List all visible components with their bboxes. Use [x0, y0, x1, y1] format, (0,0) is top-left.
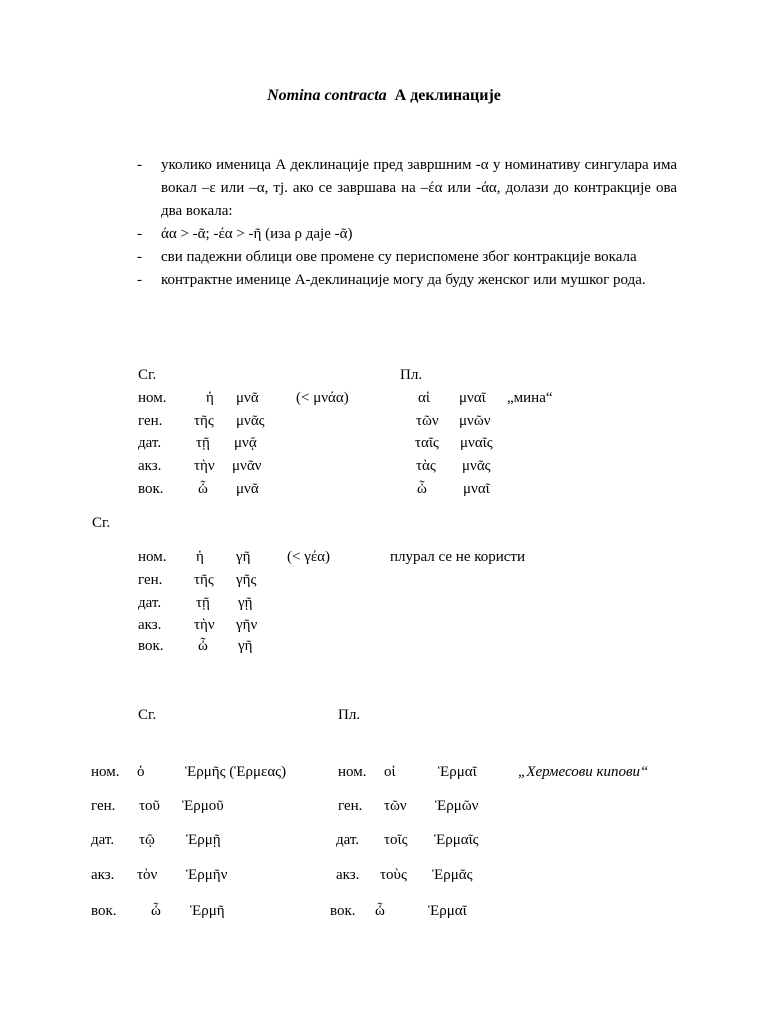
b3-case: ген. — [91, 798, 116, 814]
b1-pl-noun: μνᾶς — [462, 458, 491, 474]
b3-gloss: „Хермесови кипови“ — [518, 764, 649, 780]
b2-note: (< γέα) — [287, 549, 330, 565]
b3-pl-header: Пл. — [338, 707, 361, 723]
b1-case: акз. — [138, 458, 162, 474]
b3-pl-art: τοὺς — [380, 867, 407, 883]
b1-case: ном. — [138, 390, 167, 406]
b1-art: ὦ — [198, 481, 208, 497]
rule-item: - άα > -ᾶ; -έα > -ῆ (иза ρ даје -ᾶ) — [137, 223, 677, 246]
b2-case: акз. — [138, 617, 162, 633]
b1-case: вок. — [138, 481, 164, 497]
title-rest: А деклинације — [394, 87, 501, 104]
b3-noun: Ἑρμοῦ — [182, 798, 224, 814]
b1-pl-art: τὰς — [416, 458, 436, 474]
b2-noun: γῆς — [236, 572, 257, 588]
b3-pl-noun: Ἑρμῶν — [435, 798, 479, 814]
b1-case: дат. — [138, 435, 162, 451]
b1-noun: μνᾶς — [236, 413, 265, 429]
b2-art: τῆς — [194, 572, 214, 588]
b1-art: τῆς — [194, 413, 214, 429]
b1-pl-art: αἱ — [418, 390, 430, 406]
b3-noun: Ἑρμῆ — [190, 903, 225, 919]
b1-note: (< μνάα) — [296, 390, 349, 406]
b1-pl-noun: μναῖ — [459, 390, 486, 406]
b3-pl-art: ὦ — [375, 903, 385, 919]
b3-noun: Ἑρμῆν — [186, 867, 228, 883]
rule-item: - сви падежни облици ове промене су периспомене због контракције вокала — [137, 246, 677, 269]
b1-pl-art: ταῖς — [415, 435, 439, 451]
b3-pl-noun: Ἑρμαῖς — [434, 832, 479, 848]
b1-art: τῇ — [196, 435, 210, 451]
b3-pl-case: дат. — [336, 832, 360, 848]
b2-art: τὴν — [194, 617, 215, 633]
b1-sg-header: Сг. — [138, 367, 157, 383]
b3-noun: Ἑρμῆς (Ἑρμεας) — [185, 764, 287, 780]
b3-pl-noun: Ἑρμαῖ — [428, 903, 467, 919]
b3-pl-art: τοῖς — [384, 832, 408, 848]
b1-pl-noun: μναῖς — [460, 435, 493, 451]
b3-art: ὦ — [151, 903, 161, 919]
b2-noun: γῆ — [238, 638, 253, 654]
b2-case: вок. — [138, 638, 164, 654]
b2-plural-note: плурал се не користи — [390, 549, 526, 565]
b3-pl-case: вок. — [330, 903, 356, 919]
title-latin: Nomina contracta — [267, 87, 387, 104]
b3-art: τοῦ — [139, 798, 160, 814]
rule-item: - уколико именица А деклинације пред завршним -α у номинативу сингулара има вокал –ε или –α, тј. ако се завршава на –έα или -άα, долази до контракције ова два вокала: — [137, 154, 677, 223]
b3-case: дат. — [91, 832, 115, 848]
b3-pl-case: ном. — [338, 764, 367, 780]
b3-case: акз. — [91, 867, 115, 883]
b1-pl-noun: μνῶν — [459, 413, 491, 429]
b1-pl-header: Пл. — [400, 367, 423, 383]
b3-art: τὸν — [137, 867, 158, 883]
b3-pl-art: οἱ — [384, 764, 396, 780]
b1-pl-art: τῶν — [416, 413, 439, 429]
b1-gloss: „мина“ — [507, 390, 553, 406]
b3-art: ὁ — [137, 764, 145, 780]
b3-pl-case: акз. — [336, 867, 360, 883]
b3-pl-noun: Ἑρμᾶς — [432, 867, 473, 883]
b2-noun: γῆν — [236, 617, 258, 633]
b2-case: ном. — [138, 549, 167, 565]
b2-sg-header: Сг. — [92, 515, 111, 531]
b3-sg-header: Сг. — [138, 707, 157, 723]
b1-case: ген. — [138, 413, 163, 429]
b1-noun: μνᾶν — [232, 458, 262, 474]
b3-pl-noun: Ἑρμαῖ — [438, 764, 477, 780]
b1-pl-art: ὦ — [417, 481, 427, 497]
b1-art: τὴν — [194, 458, 215, 474]
b3-art: τῷ — [139, 832, 155, 848]
b2-noun: γῆ — [236, 549, 251, 565]
b3-noun: Ἑρμῇ — [186, 832, 221, 848]
b3-pl-case: ген. — [338, 798, 363, 814]
rules-list — [137, 154, 677, 292]
rule-item: - контрактне именице А-деклинације могу да буду женског или мушког рода. — [137, 269, 677, 292]
b2-case: ген. — [138, 572, 163, 588]
page-title — [0, 86, 768, 106]
b2-art: ἡ — [196, 549, 204, 565]
b3-pl-art: τῶν — [384, 798, 407, 814]
b2-art: τῇ — [196, 595, 210, 611]
b2-noun: γῇ — [238, 595, 253, 611]
b1-noun: μνᾷ — [234, 435, 257, 451]
b1-art: ἡ — [206, 390, 214, 406]
b3-case: ном. — [91, 764, 120, 780]
b1-noun: μνᾶ — [236, 390, 259, 406]
b2-case: дат. — [138, 595, 162, 611]
b2-art: ὦ — [198, 638, 208, 654]
b3-case: вок. — [91, 903, 117, 919]
b1-noun: μνᾶ — [236, 481, 259, 497]
b1-pl-noun: μναῖ — [463, 481, 490, 497]
